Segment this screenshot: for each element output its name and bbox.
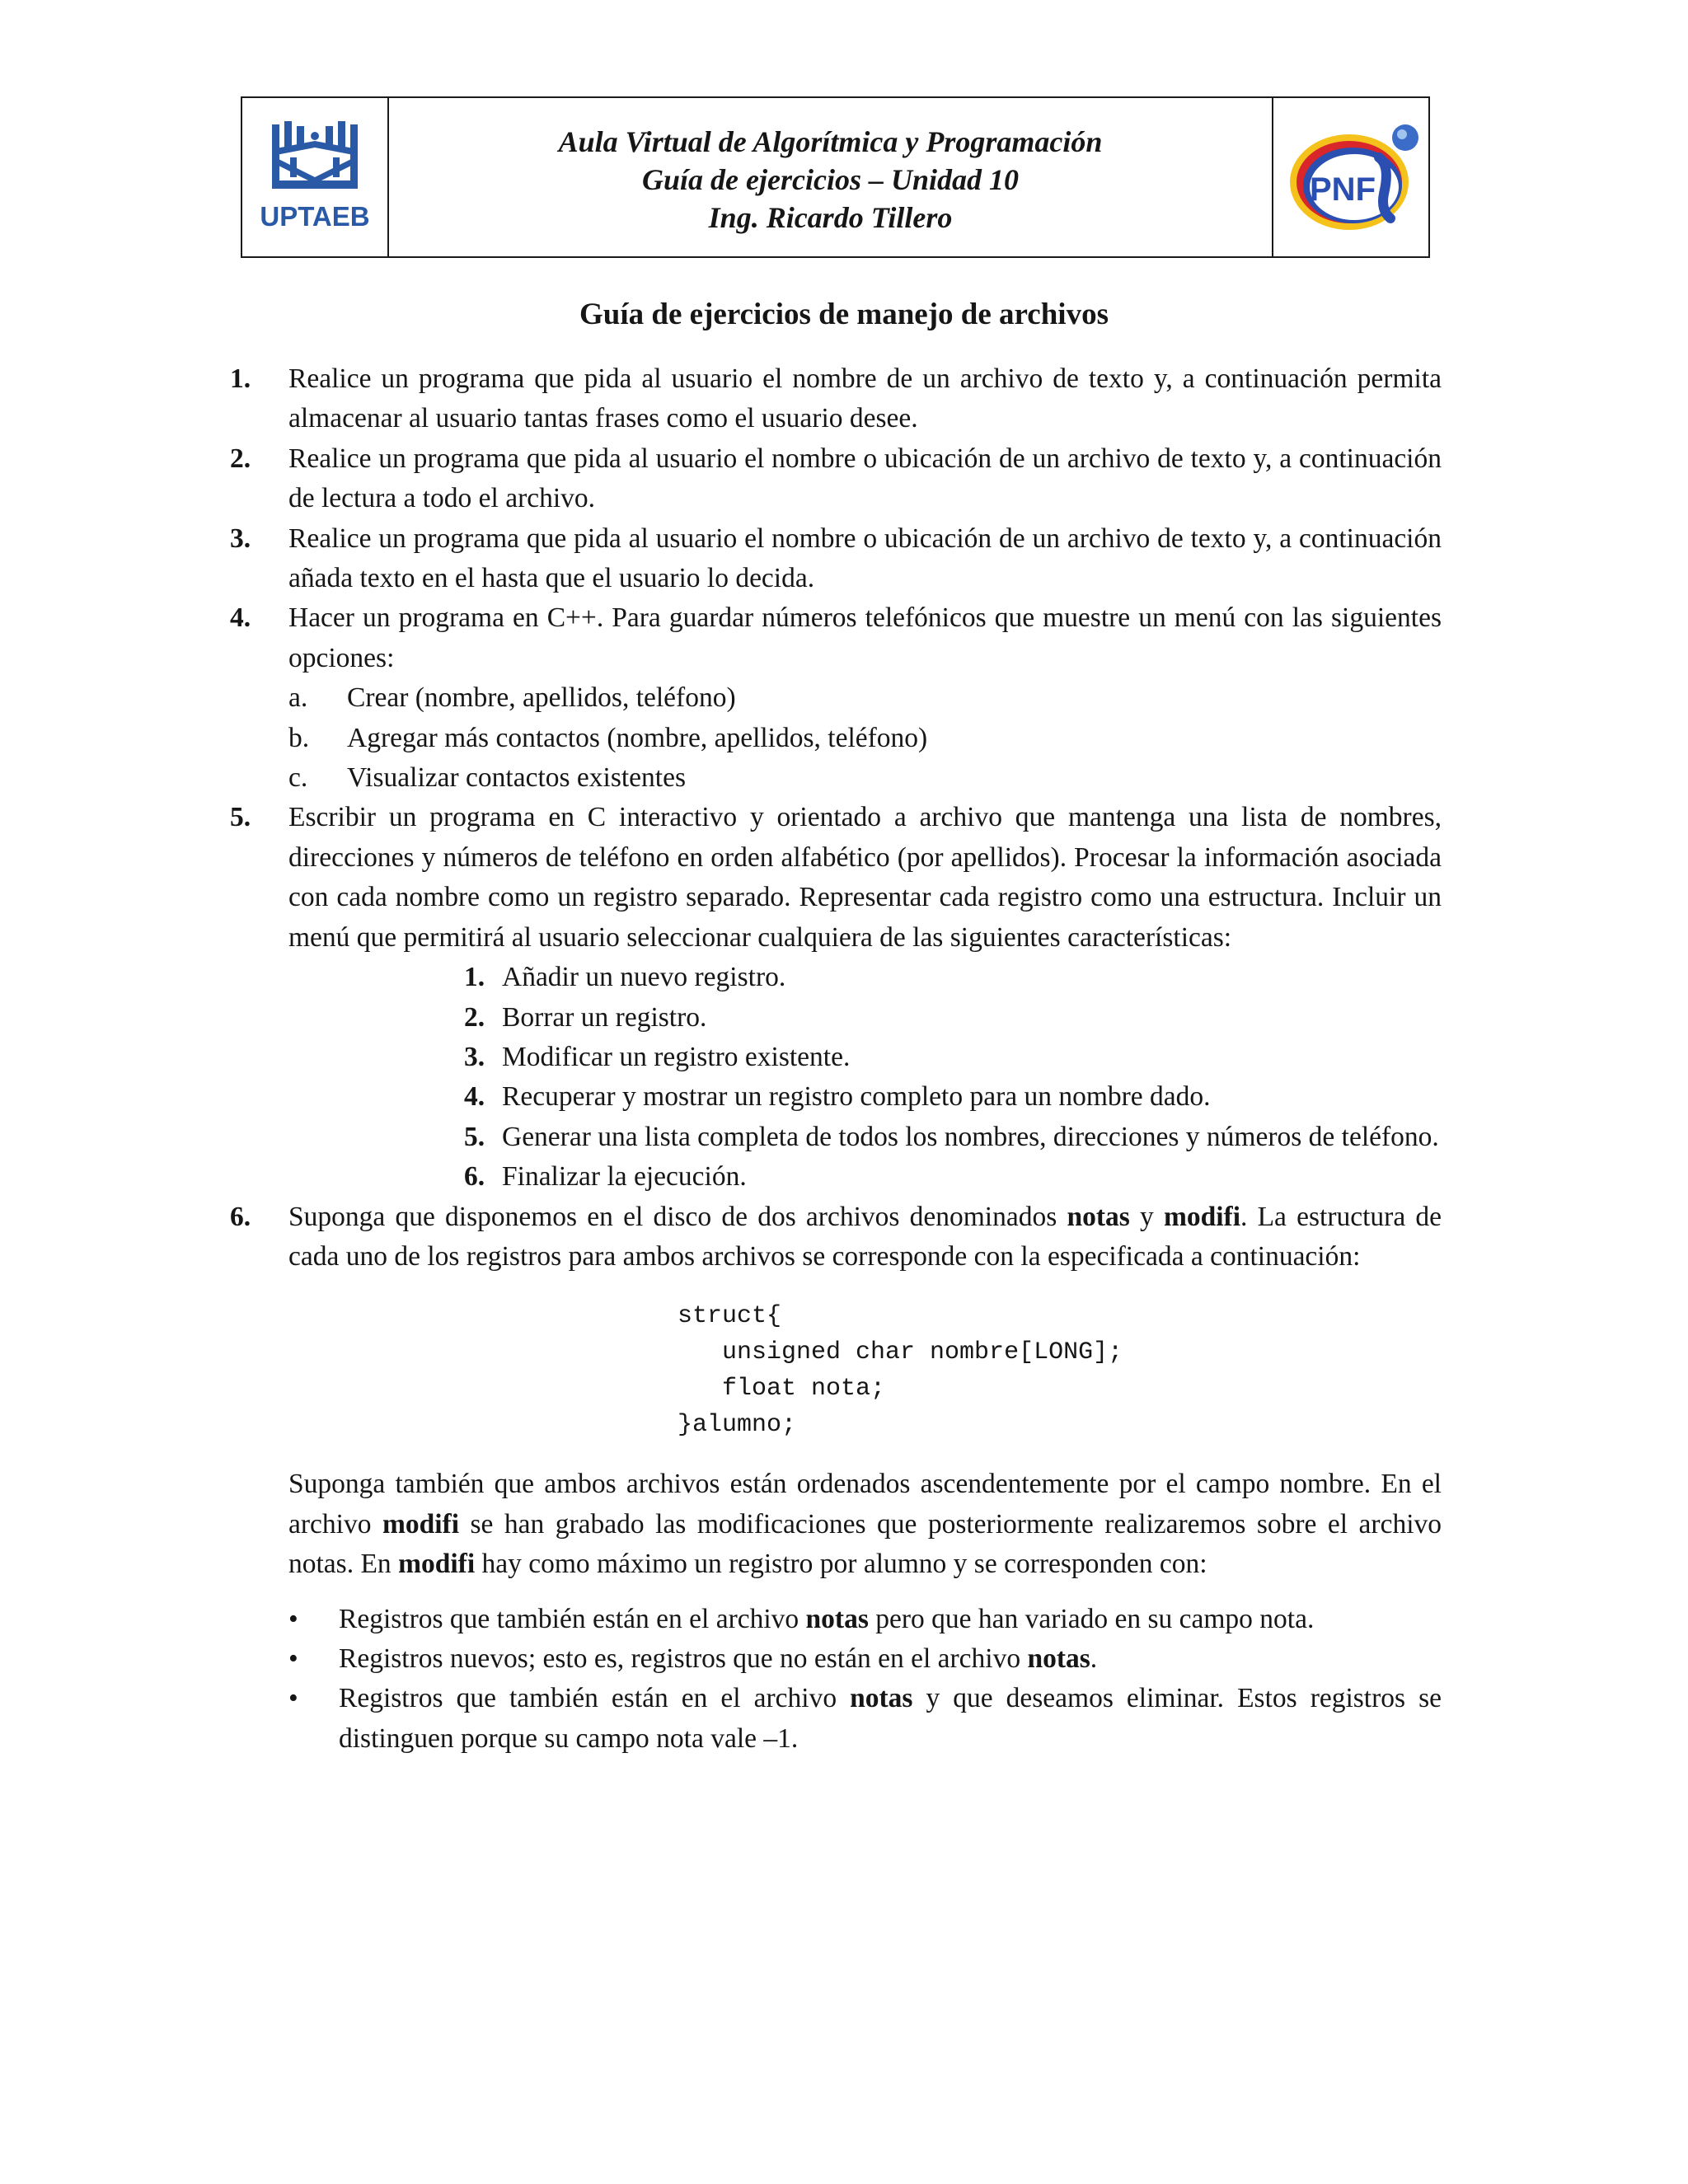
menu-option-3 bbox=[230, 1038, 1442, 1077]
pnf-logo-cell bbox=[1272, 98, 1428, 256]
exercise-item-4 bbox=[230, 598, 1442, 678]
sub-option-text: Agregar más contactos (nombre, apellidos, teléfono) bbox=[347, 722, 928, 753]
pnf-logo-text: PNF bbox=[1310, 171, 1376, 208]
sub-option-b bbox=[230, 719, 1442, 758]
header-title-line-3: Ing. Ricardo Tillero bbox=[708, 201, 953, 234]
sub-option-text: Crear (nombre, apellidos, teléfono) bbox=[347, 682, 736, 714]
header-box bbox=[241, 96, 1430, 258]
menu-option-number: 1. bbox=[464, 962, 485, 993]
exercise-text: Hacer un programa en C++. Para guardar números telefónicos que muestre un menú con las siguientes opciones: bbox=[288, 602, 1442, 673]
sub-option-letter: c. bbox=[288, 762, 308, 794]
bold-term: modifi bbox=[1163, 1201, 1241, 1232]
menu-option-text: Recuperar y mostrar un registro completo para un nombre dado. bbox=[502, 1081, 1211, 1113]
bold-term: modifi bbox=[398, 1549, 476, 1580]
document-title: Guía de ejercicios de manejo de archivos bbox=[579, 298, 1109, 331]
sub-option-letter: a. bbox=[288, 682, 308, 714]
menu-option-text: Generar una lista completa de todos los nombres, direcciones y números de teléfono. bbox=[502, 1121, 1439, 1152]
exercise-number: 1. bbox=[230, 363, 251, 394]
exercise-number: 4. bbox=[230, 602, 251, 634]
menu-option-6 bbox=[230, 1157, 1442, 1197]
menu-option-text: Añadir un nuevo registro. bbox=[502, 962, 786, 993]
paragraph: Suponga también que ambos archivos están ordenados ascendentemente por el campo nombre. En el archivo modifi se han grabado las modificaciones que posteriormente realizaremos sobre el archivo notas. En modifi hay como máximo un registro por alumno y se corresponden con: bbox=[288, 1469, 1442, 1580]
header-titles bbox=[389, 123, 1272, 237]
menu-option-number: 5. bbox=[464, 1121, 485, 1152]
exercise-item-2 bbox=[230, 439, 1442, 519]
bullet-text: Registros que también están en el archivo notas y que deseamos eliminar. Estos registros se distinguen porque su campo nota vale –1. bbox=[339, 1683, 1442, 1754]
exercise-text: Realice un programa que pida al usuario el nombre de un archivo de texto y, a continuación permita almacenar al usuario tantas frases como el usuario desee. bbox=[288, 363, 1442, 434]
menu-option-4 bbox=[230, 1077, 1442, 1117]
exercise-number: 3. bbox=[230, 523, 251, 554]
exercise-list bbox=[230, 359, 1442, 1759]
bullet-text: Registros que también están en el archivo notas pero que han variado en su campo nota. bbox=[339, 1603, 1315, 1634]
bullet-mark: • bbox=[288, 1603, 298, 1634]
menu-option-5 bbox=[230, 1118, 1442, 1157]
pnf-logo bbox=[1273, 98, 1428, 256]
bold-term: notas bbox=[805, 1603, 869, 1634]
bullet-list bbox=[230, 1600, 1442, 1760]
uptaeb-logo-text: UPTAEB bbox=[260, 201, 370, 232]
menu-option-2 bbox=[230, 998, 1442, 1038]
menu-option-text: Modificar un registro existente. bbox=[502, 1041, 851, 1072]
bold-term: notas bbox=[1067, 1201, 1130, 1232]
bold-term: modifi bbox=[382, 1508, 460, 1540]
sub-option-a bbox=[230, 678, 1442, 718]
menu-option-number: 6. bbox=[464, 1161, 485, 1193]
exercise-text: Suponga que disponemos en el disco de dos archivos denominados notas y modifi. La estructura de cada uno de los registros para ambos archivos se corresponde con la especificada a continuación: bbox=[288, 1201, 1442, 1272]
bold-term: notas bbox=[1027, 1643, 1090, 1674]
header-title-line-2: Guía de ejercicios – Unidad 10 bbox=[642, 163, 1019, 196]
menu-option-number: 4. bbox=[464, 1081, 485, 1113]
header-title-line-1: Aula Virtual de Algorítmica y Programación bbox=[558, 125, 1103, 158]
menu-option-text: Borrar un registro. bbox=[502, 1001, 707, 1033]
menu-option-text: Finalizar la ejecución. bbox=[502, 1161, 747, 1193]
exercise-item-6 bbox=[230, 1197, 1442, 1277]
bullet-mark: • bbox=[288, 1643, 298, 1674]
code-block: struct{ unsigned char nombre[LONG]; float nota; }alumno; bbox=[678, 1302, 1123, 1440]
exercise-item-5 bbox=[230, 798, 1442, 958]
exercise-text: Realice un programa que pida al usuario el nombre o ubicación de un archivo de texto y, a continuación añada texto en el hasta que el usuario lo decida. bbox=[288, 523, 1442, 594]
sub-option-letter: b. bbox=[288, 722, 310, 753]
bullet-item bbox=[288, 1600, 1442, 1639]
menu-option-1 bbox=[230, 958, 1442, 997]
exercise-text: Realice un programa que pida al usuario el nombre o ubicación de un archivo de texto y, a continuación de lectura a todo el archivo. bbox=[288, 443, 1442, 514]
bullet-item bbox=[288, 1639, 1442, 1679]
exercise-item-3 bbox=[230, 519, 1442, 599]
uptaeb-logo-cell bbox=[242, 98, 389, 256]
bullet-item bbox=[288, 1679, 1442, 1759]
menu-option-number: 3. bbox=[464, 1041, 485, 1072]
sub-option-c bbox=[230, 758, 1442, 798]
bullet-mark: • bbox=[288, 1683, 298, 1714]
sub-option-text: Visualizar contactos existentes bbox=[347, 762, 687, 794]
exercise-number: 5. bbox=[230, 802, 251, 833]
menu-option-number: 2. bbox=[464, 1001, 485, 1033]
exercise-number: 6. bbox=[230, 1201, 251, 1232]
exercise-item-1 bbox=[230, 359, 1442, 439]
exercise-number: 2. bbox=[230, 443, 251, 474]
bullet-text: Registros nuevos; esto es, registros que no están en el archivo notas. bbox=[339, 1643, 1098, 1674]
exercise-text: Escribir un programa en C interactivo y orientado a archivo que mantenga una lista de nombres, direcciones y números de teléfono en orden alfabético (por apellidos). Procesar la información asociada con cada nombre como un registro separado. Representar cada registro como una estructura. Incluir un menú que permitirá al usuario seleccionar cualquiera de las siguientes características: bbox=[288, 802, 1442, 953]
uptaeb-logo bbox=[242, 98, 387, 256]
bold-term: notas bbox=[850, 1683, 913, 1714]
